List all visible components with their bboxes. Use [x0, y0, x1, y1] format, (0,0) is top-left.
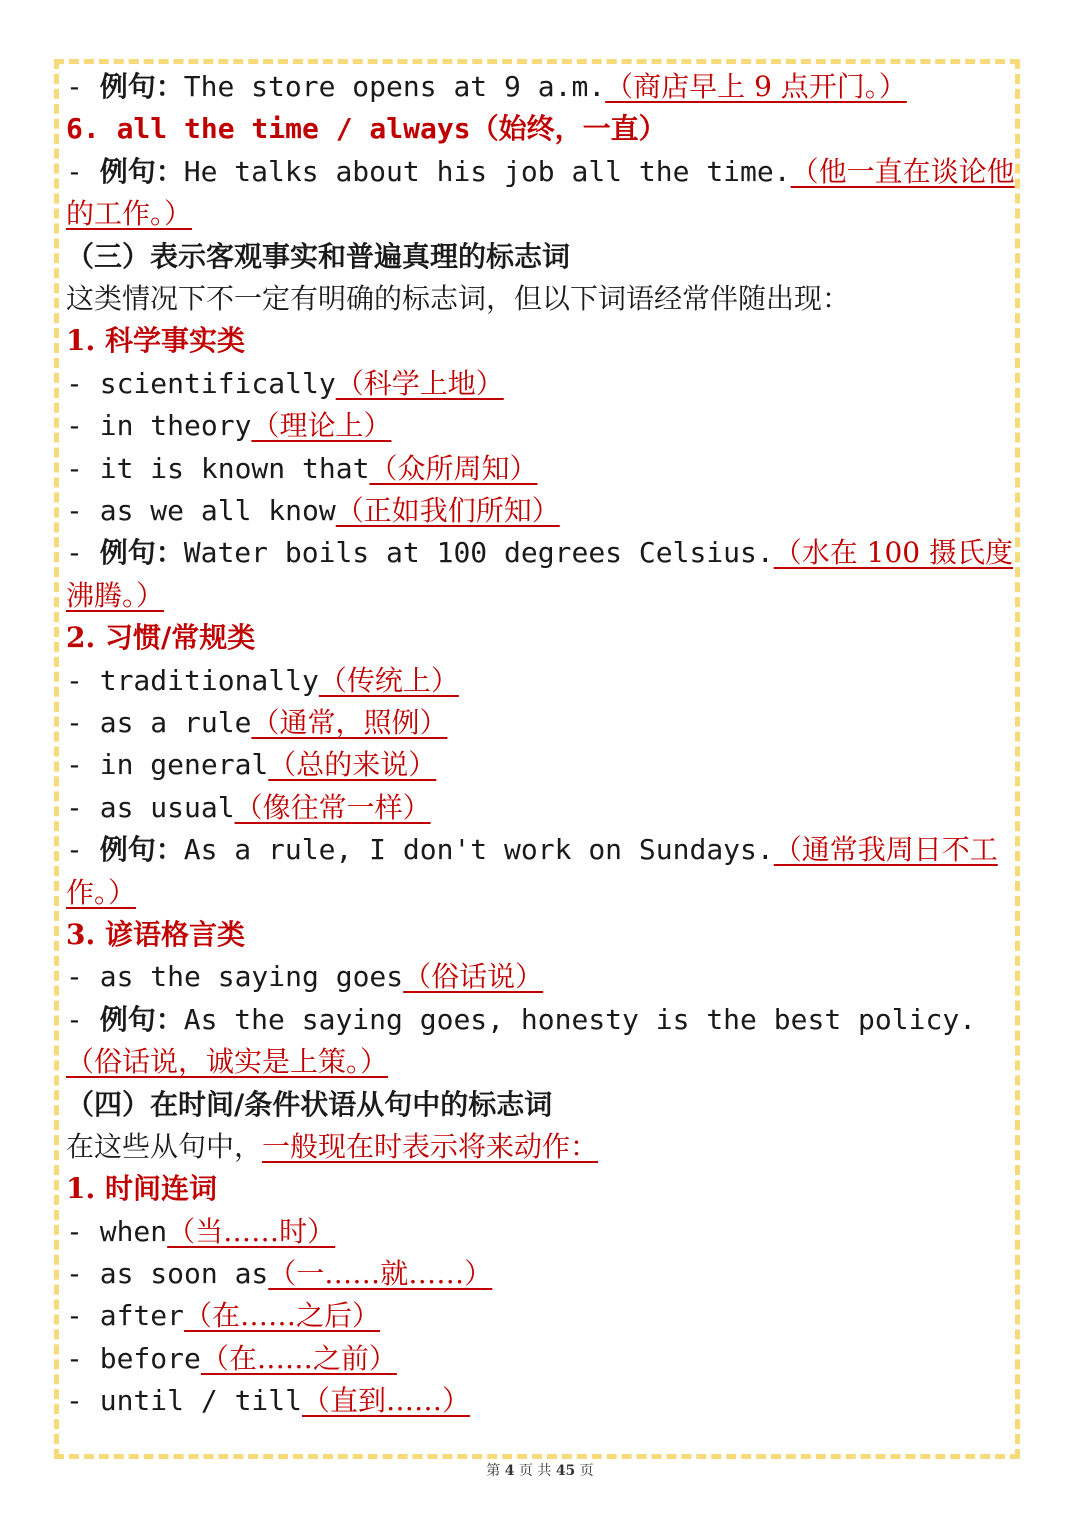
section-heading: （三）表示客观事实和普遍真理的标志词 — [66, 239, 571, 273]
item-heading: 6. all the time / always（始终，一直） — [66, 112, 667, 146]
subheading: 2. 习惯/常规类 — [66, 621, 256, 655]
page-footer: 第 4 页 共 45 页 — [486, 1463, 594, 1479]
list-item: - as we all know（正如我们所知） — [66, 493, 560, 527]
subheading: 1. 时间连词 — [66, 1172, 217, 1206]
example-line: - 例句：As the saying goes, honesty is the best policy.（俗话说，诚实是上策。） — [66, 1002, 977, 1079]
document-body — [66, 66, 1016, 1423]
list-item: - until / till（直到……） — [66, 1384, 471, 1418]
example-line: - 例句：He talks about his job all the time.（他一直在谈论他的工作。） — [66, 154, 1015, 231]
subheading: 1. 科学事实类 — [66, 324, 245, 358]
list-item: - as the saying goes（俗话说） — [66, 960, 544, 994]
example-line: - 例句：Water boils at 100 degrees Celsius.（水在 100 摄氏度沸腾。） — [66, 536, 1013, 612]
list-item: - traditionally（传统上） — [66, 663, 459, 697]
list-item: - it is known that（众所周知） — [66, 451, 538, 485]
list-item: - as soon as（一……就……） — [66, 1257, 493, 1291]
list-item: - in theory（理论上） — [66, 409, 392, 443]
list-item: - scientifically（科学上地） — [66, 366, 504, 400]
list-item: - as a rule（通常，照例） — [66, 705, 448, 739]
section-heading: （四）在时间/条件状语从句中的标志词 — [66, 1087, 553, 1121]
list-item: - before（在……之前） — [66, 1341, 397, 1375]
subheading: 3. 谚语格言类 — [66, 917, 245, 951]
list-item: - after（在……之后） — [66, 1299, 381, 1333]
paragraph: 这类情况下不一定有明确的标志词，但以下词语经常伴随出现： — [66, 281, 851, 315]
example-line: - 例句：As a rule, I don't work on Sundays.（通常我周日不工作。） — [66, 833, 998, 909]
example-line: - 例句：The store opens at 9 a.m.（商店早上 9 点开门。） — [66, 70, 907, 103]
list-item: - as usual（像往常一样） — [66, 790, 431, 824]
paragraph: 在这些从句中，一般现在时表示将来动作： — [66, 1129, 599, 1163]
list-item: - when（当……时） — [66, 1214, 336, 1248]
list-item: - in general（总的来说） — [66, 748, 437, 782]
